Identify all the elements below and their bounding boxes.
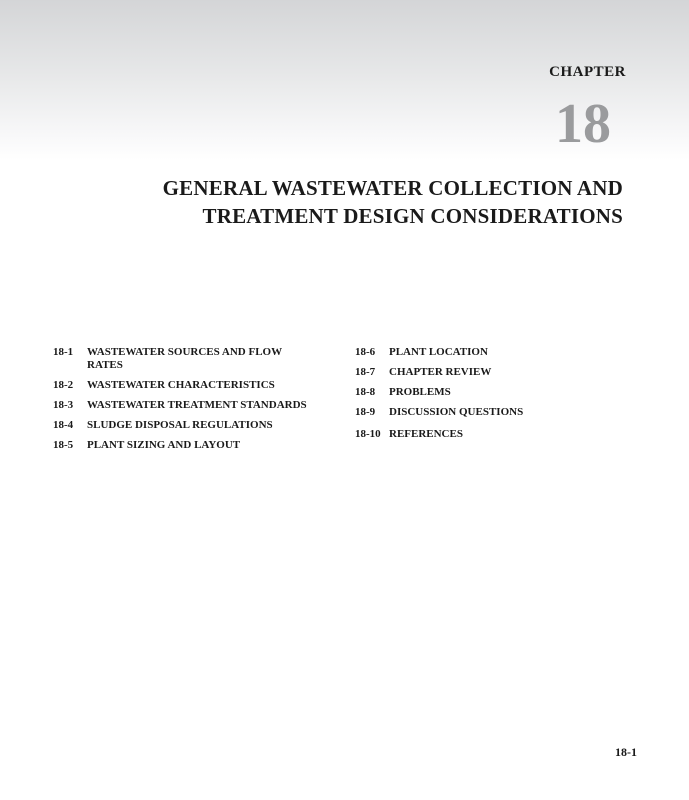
toc-number: 18-2	[53, 379, 74, 391]
toc-item-18-10[interactable]	[355, 428, 635, 448]
toc-item-18-4[interactable]	[53, 419, 333, 439]
toc-item-18-1[interactable]	[53, 346, 333, 379]
toc-title: WASTEWATER SOURCES AND FLOW RATES	[87, 346, 282, 371]
toc-item-18-3[interactable]	[53, 399, 333, 419]
toc-item-18-6[interactable]	[355, 346, 635, 366]
toc-number: 18-4	[53, 419, 74, 431]
toc-number: 18-6	[355, 346, 376, 358]
toc-number: 18-1	[53, 346, 74, 358]
toc-number: 18-10	[355, 428, 381, 440]
toc-title: WASTEWATER TREATMENT STANDARDS	[87, 399, 307, 411]
toc-left-column	[53, 346, 333, 459]
toc-title: PLANT SIZING AND LAYOUT	[87, 439, 241, 451]
toc-number: 18-7	[355, 366, 376, 378]
chapter-title	[63, 174, 623, 230]
chapter-label: CHAPTER	[549, 64, 626, 80]
toc-number: 18-9	[355, 406, 376, 418]
toc-number: 18-8	[355, 386, 376, 398]
chapter-title-line-1: GENERAL WASTEWATER COLLECTION AND	[162, 176, 623, 200]
toc-item-18-7[interactable]	[355, 366, 635, 386]
chapter-title-line-2: TREATMENT DESIGN CONSIDERATIONS	[202, 204, 623, 228]
toc-title: DISCUSSION QUESTIONS	[389, 406, 524, 418]
toc-number: 18-5	[53, 439, 74, 451]
toc-title: CHAPTER REVIEW	[389, 366, 492, 378]
toc-item-18-2[interactable]	[53, 379, 333, 399]
chapter-number: 18	[555, 93, 611, 155]
page-number: 18-1	[615, 745, 637, 759]
toc-number: 18-3	[53, 399, 74, 411]
toc-item-18-9[interactable]	[355, 406, 635, 428]
toc-title: REFERENCES	[389, 428, 463, 440]
toc-title: WASTEWATER CHARACTERISTICS	[87, 379, 275, 391]
toc-title: PLANT LOCATION	[389, 346, 488, 358]
toc-item-18-5[interactable]	[53, 439, 333, 459]
toc-title: SLUDGE DISPOSAL REGULATIONS	[87, 419, 273, 431]
toc-right-column	[355, 346, 635, 448]
toc-title: PROBLEMS	[389, 386, 451, 398]
toc-item-18-8[interactable]	[355, 386, 635, 406]
